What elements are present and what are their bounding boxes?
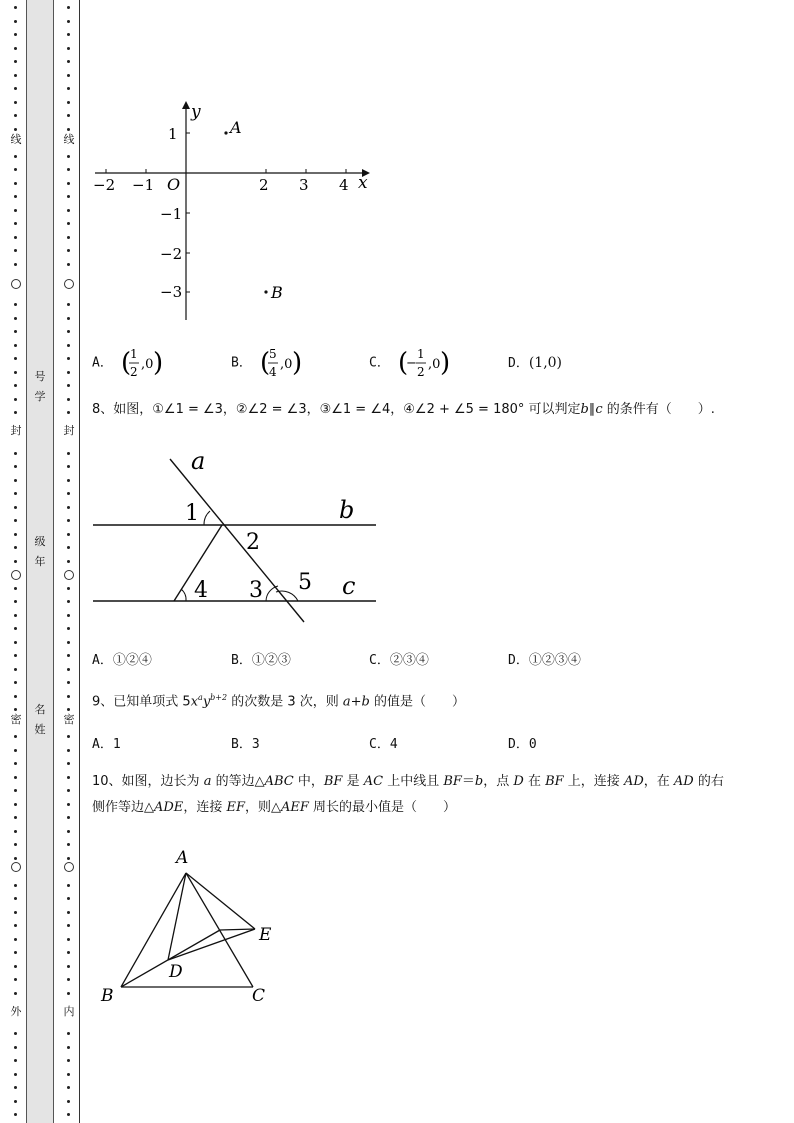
question-text: 上，连接: [563, 774, 624, 789]
margin-border-line: [79, 0, 80, 1123]
margin-dot: [14, 897, 17, 900]
point-b: [264, 290, 267, 293]
margin-dot: [14, 911, 17, 914]
question-text: 的右: [693, 774, 724, 789]
margin-dot: [14, 182, 17, 185]
margin-dot: [14, 263, 17, 266]
margin-dot: [14, 857, 17, 860]
vertex-c-label: C: [252, 986, 266, 1006]
angle-3-label: 3: [249, 578, 263, 603]
margin-dot: [67, 951, 70, 954]
q10-question-line-1: [92, 773, 724, 791]
margin-dot: [14, 843, 17, 846]
question-text: 上中线且: [383, 774, 444, 789]
q9-option-c[interactable]: C．4: [369, 737, 398, 752]
margin-dot: [14, 965, 17, 968]
vertex-a-label: A: [176, 848, 189, 868]
margin-dot: [67, 546, 70, 549]
margin-dot: [14, 452, 17, 455]
margin-dot: [67, 344, 70, 347]
y-axis-arrow: [182, 101, 190, 109]
q8-option-d[interactable]: D．①②③④: [508, 653, 581, 668]
margin-dot: [14, 128, 17, 131]
question-text: 的等边△: [211, 774, 265, 789]
margin-dot: [14, 47, 17, 50]
margin-dot: [14, 789, 17, 792]
math-variable: AD: [623, 774, 644, 789]
margin-dot: [14, 506, 17, 509]
margin-dot: [14, 951, 17, 954]
vertex-b-label: B: [101, 986, 114, 1006]
margin-dot: [67, 128, 70, 131]
margin-dot: [14, 681, 17, 684]
q7-option-a[interactable]: [92, 344, 161, 382]
margin-dot: [67, 60, 70, 63]
margin-dot: [67, 884, 70, 887]
margin-dot: [67, 708, 70, 711]
margin-dot: [67, 20, 70, 23]
margin-dot: [67, 263, 70, 266]
x-tick-label: 3: [299, 176, 309, 194]
margin-dot: [67, 398, 70, 401]
margin-dot: [14, 668, 17, 671]
label-b: b: [339, 496, 355, 524]
margin-dot: [67, 600, 70, 603]
q8-option-a[interactable]: A．①②④: [92, 653, 152, 668]
margin-dot: [14, 357, 17, 360]
margin-dot: [67, 317, 70, 320]
point-d-label: D: [169, 962, 183, 982]
q9-var-x: x: [190, 694, 199, 710]
q9-var-y: y: [202, 694, 211, 710]
q9-option-b[interactable]: B．3: [231, 737, 260, 752]
angle-2-label: 2: [246, 530, 260, 555]
binding-seal-char: 封: [63, 424, 75, 437]
margin-dot: [67, 830, 70, 833]
margin-dot: [67, 654, 70, 657]
math-variable: ABC: [264, 774, 294, 789]
q9-option-a[interactable]: A．1: [92, 737, 121, 752]
margin-dot: [14, 330, 17, 333]
q8-option-b[interactable]: B．①②③: [231, 653, 291, 668]
margin-dot: [14, 155, 17, 158]
student-info-band: [26, 0, 54, 1123]
margin-dot: [14, 938, 17, 941]
margin-dot: [14, 492, 17, 495]
margin-dot: [14, 1100, 17, 1103]
margin-dot: [67, 749, 70, 752]
margin-dot: [67, 789, 70, 792]
q8-stem-end: 的条件有（ ）.: [602, 402, 715, 417]
student-field-label: 号: [34, 370, 46, 383]
student-field-label: 姓: [34, 723, 46, 736]
margin-dot: [14, 641, 17, 644]
margin-dot: [67, 33, 70, 36]
math-variable: BF: [443, 774, 462, 789]
question-text: 10、如图，边长为: [92, 774, 204, 789]
binding-circle-mark: [64, 862, 74, 872]
margin-dot: [67, 560, 70, 563]
coordinate-fraction: [121, 344, 161, 382]
q9-question: [92, 689, 465, 711]
margin-dot: [67, 506, 70, 509]
y-tick-label: −1: [160, 205, 183, 223]
option-text: (1,0): [528, 355, 563, 371]
margin-dot: [14, 1073, 17, 1076]
binding-seal-char: 密: [10, 713, 22, 726]
binding-circle-mark: [11, 570, 21, 580]
q9-stem-middle: 的次数是 3 次，则: [227, 694, 343, 710]
margin-dot: [14, 398, 17, 401]
coordinate-fraction: [398, 344, 448, 382]
margin-dot: [67, 857, 70, 860]
margin-dot: [67, 479, 70, 482]
margin-dot: [67, 681, 70, 684]
margin-dot: [67, 182, 70, 185]
label-a: a: [191, 447, 206, 475]
binding-seal-char: 线: [10, 133, 22, 146]
margin-dot: [67, 1086, 70, 1089]
margin-dot: [67, 519, 70, 522]
margin-dot: [67, 101, 70, 104]
label-c: c: [342, 572, 356, 600]
margin-dot: [67, 992, 70, 995]
margin-dot: [67, 587, 70, 590]
x-tick-label: 2: [259, 176, 269, 194]
svg-text:,0: ,0: [279, 357, 293, 372]
margin-dot: [67, 1059, 70, 1062]
margin-dot: [14, 803, 17, 806]
x-axis-label: x: [358, 173, 368, 193]
margin-dot: [67, 816, 70, 819]
margin-dot: [14, 33, 17, 36]
binding-circle-mark: [64, 279, 74, 289]
question-text: ＝: [461, 774, 475, 789]
margin-dot: [14, 371, 17, 374]
margin-dot: [67, 6, 70, 9]
angle-4-label: 4: [194, 578, 208, 603]
segment-ad: [168, 873, 186, 960]
math-variable: BF: [323, 774, 343, 789]
fraction-denominator: 2: [416, 365, 425, 379]
margin-dot: [14, 60, 17, 63]
q10-question-line-2: [92, 799, 456, 817]
margin-dot: [14, 749, 17, 752]
margin-dot: [14, 884, 17, 887]
margin-dot: [67, 222, 70, 225]
outer-dotted-line: [10, 0, 22, 1123]
svg-text:(: (: [120, 348, 131, 378]
q9-x-exponent: a: [198, 693, 203, 702]
student-field-label: 年: [34, 555, 46, 568]
question-text: 是: [342, 774, 364, 789]
math-variable: AEF: [280, 800, 309, 815]
negative-sign: −: [405, 356, 417, 371]
margin-dot: [67, 236, 70, 239]
margin-dot: [14, 465, 17, 468]
y-tick-label: −2: [160, 245, 183, 263]
margin-dot: [67, 1113, 70, 1116]
margin-dot: [67, 938, 70, 941]
fraction-numerator: 5: [268, 347, 277, 361]
segment-ae: [186, 873, 255, 929]
point-e-label: E: [259, 925, 272, 945]
margin-dot: [67, 735, 70, 738]
option-letter: C．: [369, 355, 390, 371]
margin-dot: [67, 911, 70, 914]
angle-1-label: 1: [185, 501, 199, 526]
origin-label: O: [167, 175, 181, 194]
point-b-label: B: [271, 283, 283, 302]
fraction-numerator: 1: [129, 347, 138, 361]
margin-dot: [67, 87, 70, 90]
q8-stem: 8、如图，①∠1 = ∠3，②∠2 = ∠3，③∠1 = ∠4，④∠2 + ∠5 = 180° 可以判定: [92, 402, 581, 417]
margin-dot: [14, 6, 17, 9]
option-letter: A．: [92, 355, 113, 371]
margin-dot: [14, 20, 17, 23]
margin-dot: [67, 371, 70, 374]
margin-dot: [67, 195, 70, 198]
margin-dot: [14, 1113, 17, 1116]
q7-option-d[interactable]: [508, 352, 562, 371]
margin-dot: [14, 1059, 17, 1062]
margin-dot: [14, 317, 17, 320]
x-tick-label: −1: [132, 176, 155, 194]
segment-de: [168, 929, 255, 960]
margin-dot: [14, 708, 17, 711]
margin-dot: [67, 249, 70, 252]
q7-coordinate-figure: [90, 95, 380, 330]
margin-dot: [14, 1046, 17, 1049]
margin-dot: [67, 897, 70, 900]
margin-dot: [14, 411, 17, 414]
binding-margin: [0, 0, 82, 1123]
margin-dot: [67, 492, 70, 495]
q9-y-exponent: b+2: [210, 693, 228, 702]
point-a: [224, 131, 227, 134]
math-variable: b: [474, 774, 484, 789]
inner-dotted-line: [63, 0, 75, 1123]
line-a: [170, 459, 304, 622]
q10-triangle-figure: [95, 842, 285, 1012]
margin-dot: [67, 776, 70, 779]
margin-dot: [14, 600, 17, 603]
margin-dot: [67, 614, 70, 617]
y-axis-label: y: [191, 102, 201, 122]
margin-dot: [67, 627, 70, 630]
margin-dot: [14, 614, 17, 617]
svg-text:(: (: [259, 348, 270, 378]
margin-dot: [67, 641, 70, 644]
margin-dot: [14, 209, 17, 212]
margin-dot: [67, 357, 70, 360]
question-text: ，则△: [244, 800, 281, 815]
q9-option-d[interactable]: D．0: [508, 737, 537, 752]
margin-dot: [67, 762, 70, 765]
q8-parallel-symbol: ∥: [588, 402, 596, 417]
option-letter: B．: [231, 355, 252, 371]
margin-dot: [67, 843, 70, 846]
margin-dot: [14, 1032, 17, 1035]
fraction-denominator: 4: [268, 365, 277, 379]
svg-text:): ): [439, 348, 450, 378]
margin-dot: [67, 411, 70, 414]
math-variable: a: [203, 774, 212, 789]
point-a-label: A: [230, 118, 242, 137]
question-text: 中，: [293, 774, 324, 789]
margin-dot: [14, 479, 17, 482]
margin-dot: [67, 168, 70, 171]
margin-dot: [67, 114, 70, 117]
fraction-denominator: 2: [129, 365, 138, 379]
math-variable: EF: [226, 800, 245, 815]
question-text: 周长的最小值是（ ）: [308, 800, 457, 815]
margin-dot: [14, 627, 17, 630]
math-variable: BF: [545, 774, 564, 789]
margin-dot: [67, 668, 70, 671]
margin-dot: [67, 47, 70, 50]
margin-dot: [14, 695, 17, 698]
margin-dot: [67, 74, 70, 77]
margin-dot: [67, 1046, 70, 1049]
binding-seal-char: 密: [63, 713, 75, 726]
margin-dot: [67, 155, 70, 158]
margin-dot: [14, 546, 17, 549]
question-text: 侧作等边△: [92, 800, 154, 815]
margin-dot: [14, 587, 17, 590]
q7-option-c[interactable]: [369, 344, 448, 382]
binding-seal-char: 封: [10, 424, 22, 437]
margin-dot: [14, 816, 17, 819]
svg-text:,0: ,0: [140, 357, 154, 372]
question-text: ，连接: [183, 800, 227, 815]
margin-dot: [67, 1073, 70, 1076]
svg-text:,0: ,0: [427, 357, 441, 372]
angle-5-label: 5: [298, 570, 312, 595]
fraction-numerator: 1: [416, 347, 425, 361]
q8-var-b: b: [580, 402, 589, 417]
math-variable: D: [513, 774, 524, 789]
margin-dot: [14, 114, 17, 117]
margin-dot: [14, 992, 17, 995]
margin-dot: [14, 519, 17, 522]
margin-dot: [67, 533, 70, 536]
margin-dot: [14, 735, 17, 738]
margin-dot: [14, 249, 17, 252]
q9-stem: 9、已知单项式 5: [92, 694, 191, 710]
student-field-label: 学: [34, 390, 46, 403]
margin-dot: [67, 924, 70, 927]
q8-question: [92, 401, 715, 419]
margin-dot: [67, 803, 70, 806]
margin-dot: [67, 330, 70, 333]
math-variable: ADE: [154, 800, 184, 815]
margin-dot: [14, 978, 17, 981]
margin-dot: [14, 222, 17, 225]
binding-seal-char: 内: [63, 1005, 75, 1018]
x-tick-label: −2: [93, 176, 116, 194]
margin-dot: [14, 762, 17, 765]
margin-dot: [14, 195, 17, 198]
margin-dot: [14, 1086, 17, 1089]
angle-4-arc: [181, 589, 186, 601]
svg-text:): ): [291, 348, 302, 378]
q7-option-b[interactable]: [231, 344, 300, 382]
margin-dot: [14, 776, 17, 779]
margin-dot: [14, 236, 17, 239]
y-tick-label: −3: [160, 283, 183, 301]
margin-dot: [14, 101, 17, 104]
x-tick-label: 4: [339, 176, 349, 194]
margin-dot: [67, 1032, 70, 1035]
margin-dot: [67, 465, 70, 468]
margin-dot: [14, 533, 17, 536]
binding-circle-mark: [11, 862, 21, 872]
binding-seal-char: 外: [10, 1005, 22, 1018]
q8-var-c: c: [595, 402, 603, 417]
margin-dot: [14, 830, 17, 833]
margin-dot: [67, 1100, 70, 1103]
question-text: ，点: [483, 774, 514, 789]
q9-stem-end: 的值是（ ）: [369, 694, 466, 710]
angle-1-arc: [204, 511, 210, 525]
margin-dot: [14, 74, 17, 77]
q8-option-c[interactable]: C．②③④: [369, 653, 429, 668]
option-letter: D．: [508, 356, 529, 371]
coordinate-fraction: [260, 344, 300, 382]
question-text: ，在: [643, 774, 674, 789]
margin-dot: [14, 654, 17, 657]
margin-dot: [67, 695, 70, 698]
margin-dot: [14, 168, 17, 171]
binding-circle-mark: [11, 279, 21, 289]
margin-dot: [14, 384, 17, 387]
margin-dot: [67, 384, 70, 387]
margin-dot: [14, 344, 17, 347]
question-text: 在: [523, 774, 546, 789]
margin-dot: [14, 303, 17, 306]
margin-dot: [67, 978, 70, 981]
math-variable: AC: [363, 774, 384, 789]
svg-text:(: (: [397, 348, 408, 378]
y-tick-label: 1: [168, 125, 178, 143]
math-variable: AD: [673, 774, 694, 789]
svg-text:): ): [152, 348, 163, 378]
margin-dot: [67, 303, 70, 306]
margin-dot: [67, 209, 70, 212]
q8-parallel-lines-figure: [90, 446, 385, 631]
student-field-label: 名: [34, 703, 46, 716]
segment-ef: [220, 929, 255, 930]
margin-dot: [14, 560, 17, 563]
student-field-label: 级: [34, 535, 46, 548]
margin-dot: [67, 965, 70, 968]
margin-dot: [67, 452, 70, 455]
margin-dot: [14, 924, 17, 927]
margin-dot: [14, 87, 17, 90]
binding-seal-char: 线: [63, 133, 75, 146]
binding-circle-mark: [64, 570, 74, 580]
q9-expression: a+b: [342, 694, 370, 710]
